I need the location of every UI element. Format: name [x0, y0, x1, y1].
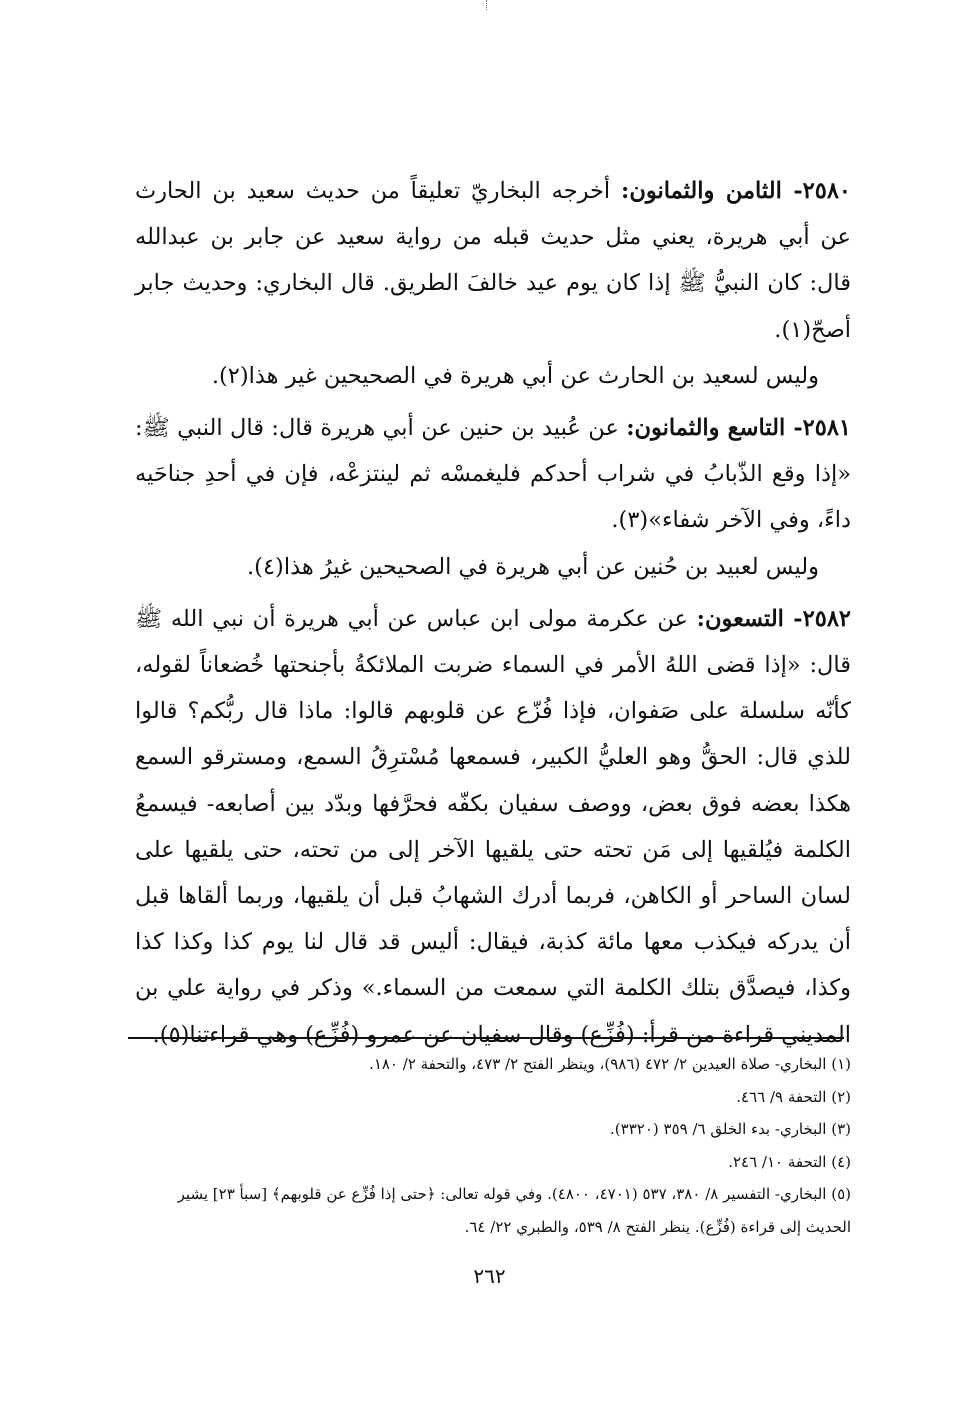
hadith-2581-title: ٢٥٨١- التاسع والثمانون:: [626, 415, 851, 442]
hadith-2581: [135, 405, 851, 544]
hadith-2580: [135, 168, 851, 353]
hadith-2582-text: عن عكرمة مولى ابن عباس عن أبي هريرة أن نبي الله ﷺ قال: «إذا قضى اللهُ الأمر في السماء ضربت الملائكةُ بأجنحتها خُضعاناً لقوله، كأنّه سلسلة على صَفوان، فإذا فُزّع عن قلوبهم قالوا: ماذا قال ربُّكم؟ قالوا للذي قال: الحقُّ وهو العليُّ الكبير، فسمعها مُسْترِقُ السمع، ومسترقو السمع هكذا بعضه فوق بعض، ووصف سفيان بكفّه فحرَّفها وبدّد بين أصابعه- فيسمعُ الكلمة فيُلقيها إلى مَن تحته حتى يلقيها الآخر إلى من تحته، حتى يلقيها على لسان الساحر أو الكاهن، فربما أدرك الشهابُ قبل أن يلقيها، وربما ألقاها قبل أن يدركه فيكذب معها مائة كذبة، فيقال: أليس قد قال لنا يوم كذا وكذا كذا وكذا، فيصدَّق بتلك الكلمة التي سمعت من السماء.» وذكر في رواية علي بن المديني قراءة من قرأ: (فُزِّع) وقال سفيان عن عمرو (فُزِّع) وهي قراءتنا(٥).: [135, 605, 851, 1048]
gutter-mark: [486, 0, 488, 10]
footnote-1: (١) البخاري- صلاة العيدين ٢/ ٤٧٢ (٩٨٦)، وينظر الفتح ٢/ ٤٧٣، والتحفة ٢/ ١٨٠.: [369, 1055, 851, 1073]
footnote-3: (٣) البخاري- بدء الخلق ٦/ ٣٥٩ (٣٣٢٠).: [610, 1120, 851, 1138]
footnotes: [135, 1048, 851, 1243]
footnote-4: (٤) التحفة ١٠/ ٢٤٦.: [728, 1152, 851, 1171]
hadith-2580-text: أخرجه البخاريّ تعليقاً من حديث سعيد بن الحارث عن أبي هريرة، يعني مثل حديث قبله من رواية سعيد عن جابر بن عبدالله قال: كان النبيُّ ﷺ إذا كان يوم عيد خالفَ الطريق. قال البخاري: وحديث جابر أصحّ(١).: [135, 178, 851, 343]
page-number: ٢٦٢: [473, 1264, 506, 1288]
hadith-2582-title: ٢٥٨٢- التسعون:: [696, 605, 851, 632]
footnote-2: (٢) التحفة ٩/ ٤٦٦.: [736, 1087, 851, 1106]
main-text: [135, 168, 851, 1058]
hadith-2580-title: ٢٥٨٠- الثامن والثمانون:: [621, 178, 852, 204]
hadith-2581-text: عن عُبيد بن حنين عن أبي هريرة قال: قال النبي ﷺ: «إذا وقع الذّبابُ في شراب أحدكم فليغمسْه ثم لينتزعْه، فإن في أحدِ جناحَيه داءً، وفي الآخر شفاء»(٣).: [135, 415, 851, 534]
note-2581: وليس لعبيد بن حُنين عن أبي هريرة في الصحيحين غيرُ هذا(٤).: [247, 553, 819, 580]
hadith-2582: [135, 596, 851, 1058]
footnote-divider: [128, 1037, 844, 1039]
footnote-5: (٥) البخاري- التفسير ٨/ ٣٨٠، ٥٣٧ (٤٧٠١، ٤٨٠٠). وفي قوله تعالى: ﴿حتى إذا فُزِّع عن قلوبهم﴾ [سبأ ٢٣] يشير الحديث إلى قراءة (فُزِّع). ينظر الفتح ٨/ ٥٣٩، والطبري ٢٢/ ٦٤.: [177, 1185, 851, 1236]
note-2580: وليس لسعيد بن الحارث عن أبي هريرة في الصحيحين غير هذا(٢).: [211, 362, 819, 389]
